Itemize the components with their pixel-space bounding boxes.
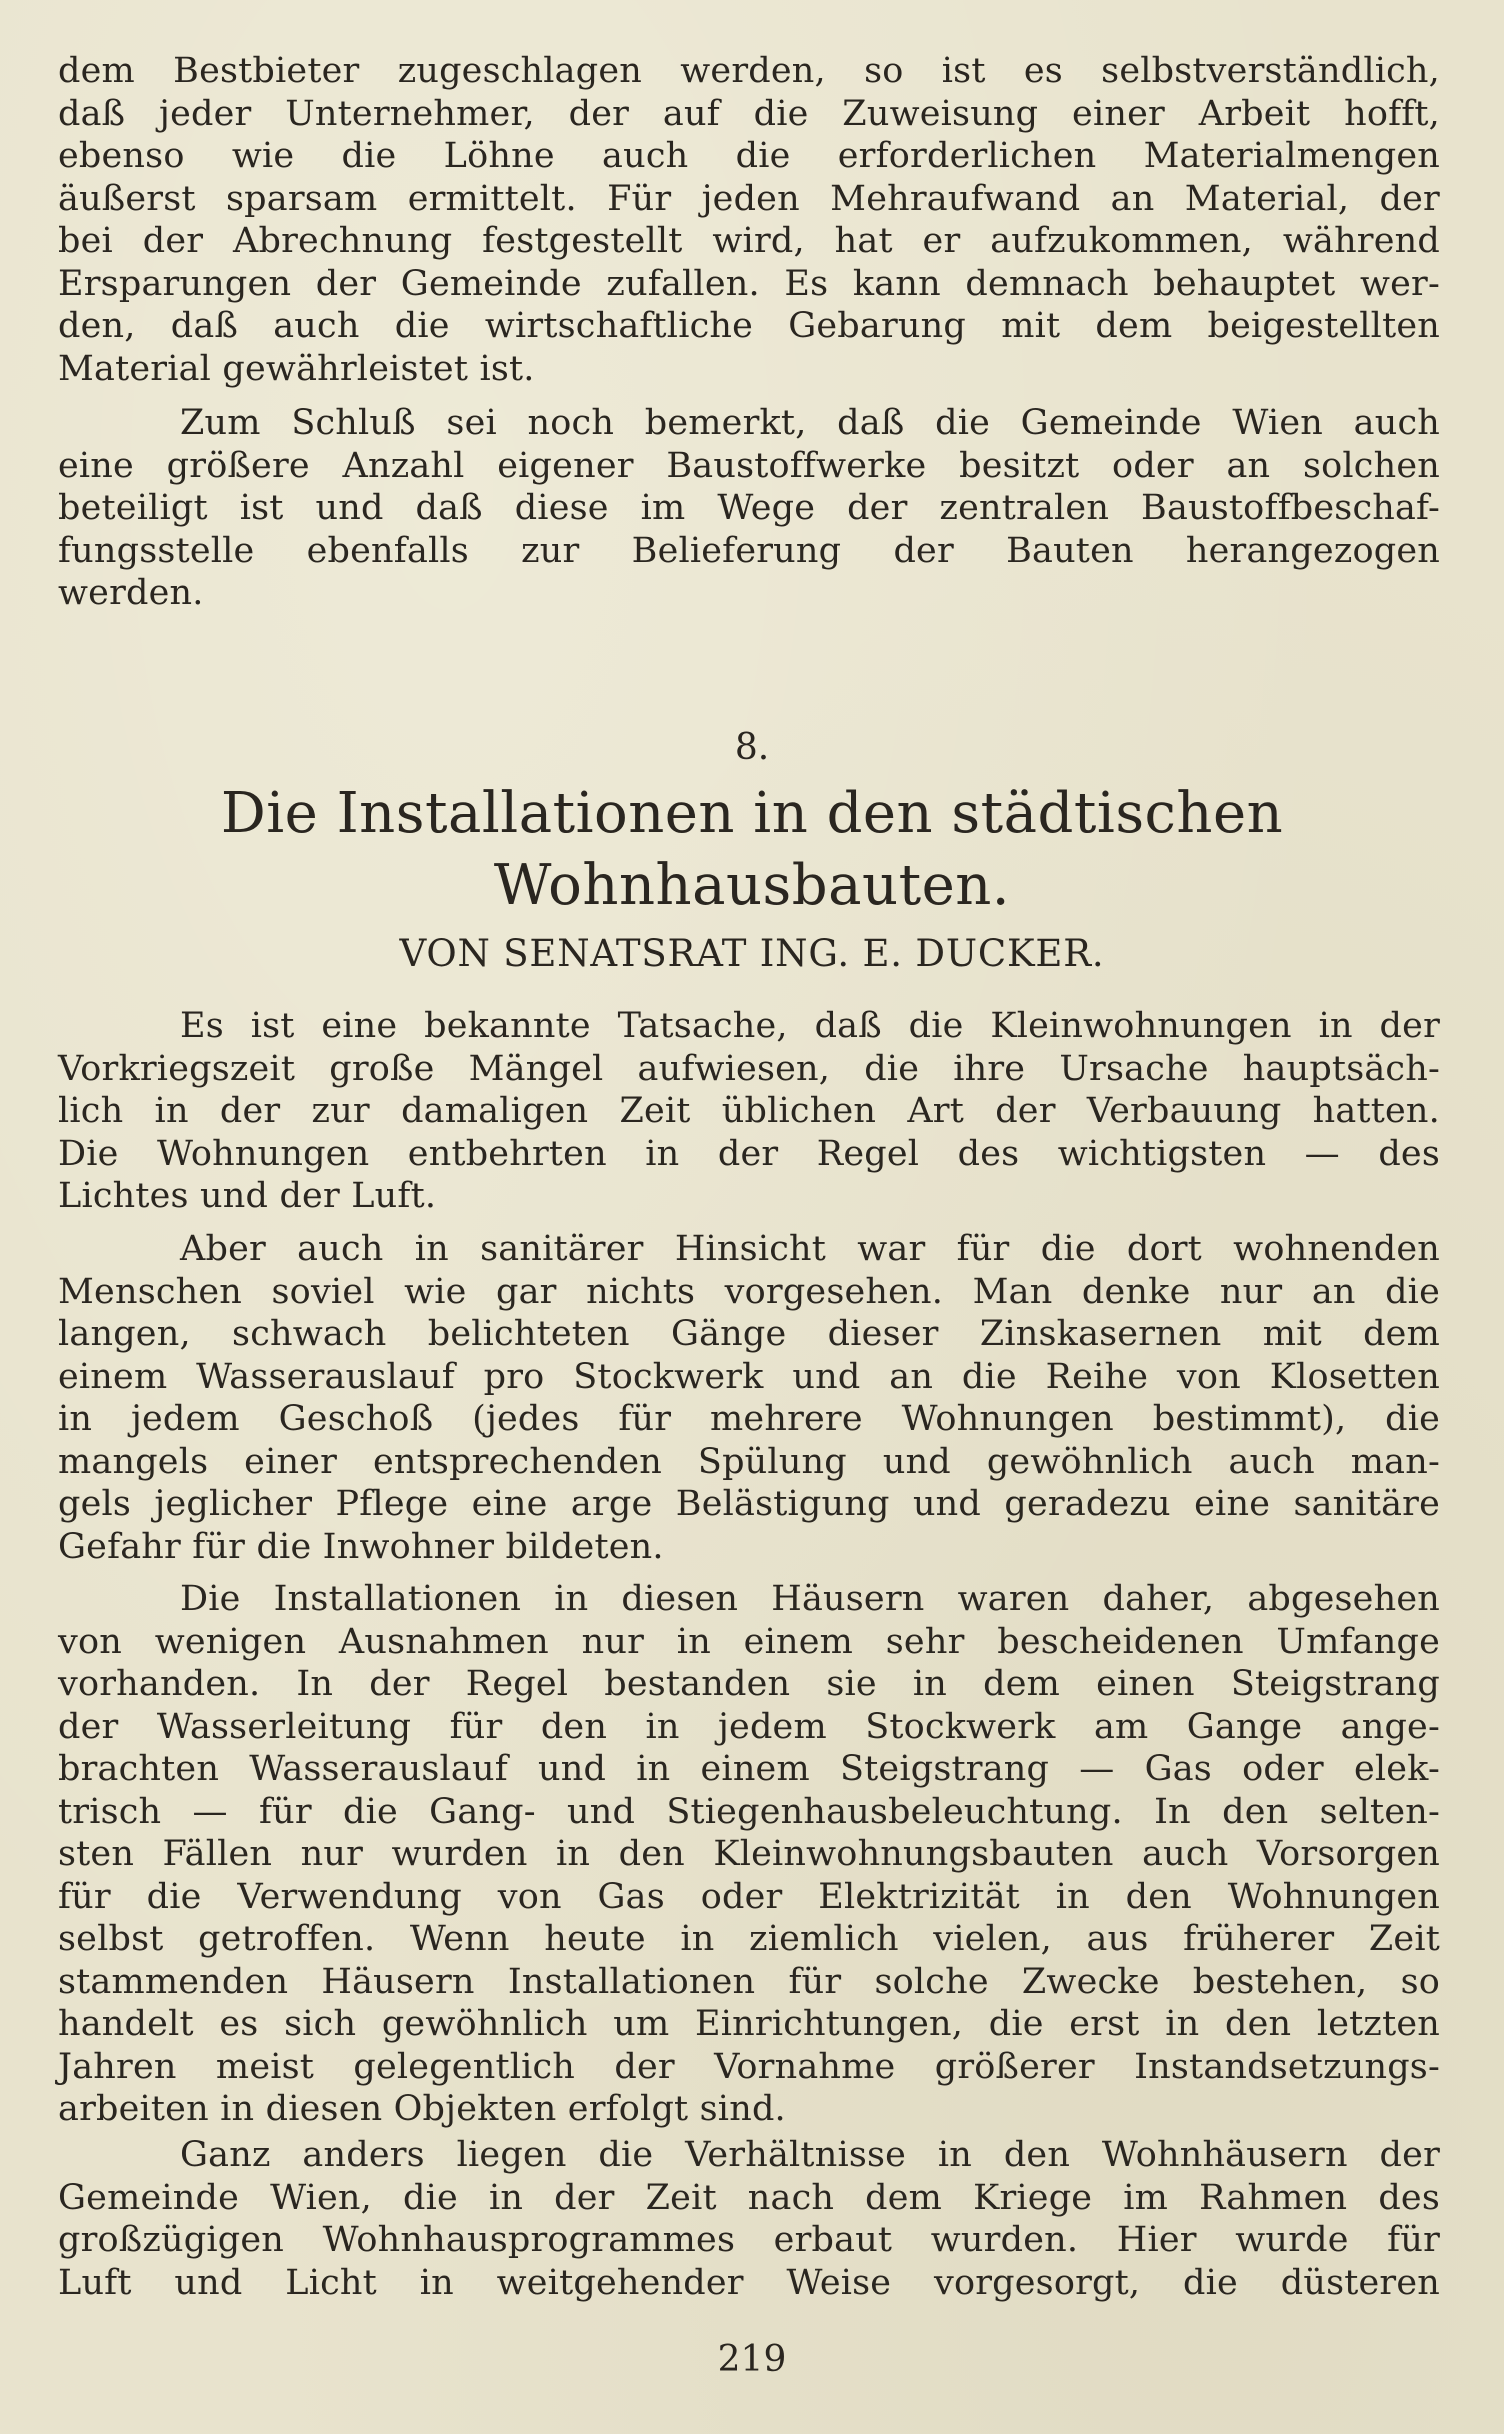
text-line: lich in der zur damaligen Zeit üblichen Art der Verbauung hatten. xyxy=(58,1091,1440,1131)
text-line: Die Wohnungen entbehrten in der Regel des wichtigsten — des xyxy=(58,1133,1440,1174)
text-line: Jahren meist gelegentlich der Vornahme größerer Instandsetzungs- xyxy=(58,2046,1440,2087)
text-line: selbst getroffen. Wenn heute in ziemlich vielen, aus früherer Zeit xyxy=(58,1919,1440,1959)
text-line: Vorkriegszeit große Mängel aufwiesen, die ihre Ursache hauptsäch- xyxy=(58,1048,1440,1089)
paragraph-top-2 xyxy=(58,402,1440,615)
text-line: großzügigen Wohnhausprogrammes erbaut wurden. Hier wurde für xyxy=(58,2220,1440,2260)
page-number: 219 xyxy=(717,2339,787,2380)
text-line: von wenigen Ausnahmen nur in einem sehr bescheidenen Umfange xyxy=(58,1621,1440,1662)
text-line: Lichtes und der Luft. xyxy=(58,1176,437,1216)
text-line: Luft und Licht in weitgehender Weise vorgesorgt, die düsteren xyxy=(58,2262,1440,2303)
text-line: fungsstelle ebenfalls zur Belieferung der Bauten herangezogen xyxy=(58,530,1440,571)
text-line: Material gewährleistet ist. xyxy=(58,348,535,389)
text-line: der Wasserleitung für den in jedem Stockwerk am Gange ange- xyxy=(58,1706,1440,1747)
text-line: Die Installationen in diesen Häusern waren daher, abgesehen xyxy=(180,1579,1440,1619)
text-line: brachten Wasserauslauf und in einem Steigstrang — Gas oder elek- xyxy=(58,1749,1440,1789)
text-line: vorhanden. In der Regel bestanden sie in dem einen Steigstrang xyxy=(58,1664,1440,1704)
text-line: in jedem Geschoß (jedes für mehrere Wohnungen bestimmt), die xyxy=(58,1399,1440,1439)
paragraph-top-1 xyxy=(58,50,1440,390)
text-line: ebenso wie die Löhne auch die erforderlichen Materialmengen xyxy=(58,136,1440,176)
text-line: für die Verwendung von Gas oder Elektrizität in den Wohnungen xyxy=(58,1876,1440,1917)
paragraph-section-3 xyxy=(58,1578,1440,2131)
text-line: trisch — für die Gang- und Stiegenhausbeleuchtung. In den selten- xyxy=(58,1791,1440,1832)
text-line: dem Bestbieter zugeschlagen werden, so ist es selbstverständlich, xyxy=(58,51,1440,91)
text-line: Ersparungen der Gemeinde zufallen. Es kann demnach behauptet wer- xyxy=(58,263,1440,304)
text-line: Es ist eine bekannte Tatsache, daß die Kleinwohnungen in der xyxy=(180,1006,1440,1046)
text-line: Zum Schluß sei noch bemerkt, daß die Gemeinde Wien auch xyxy=(180,403,1440,443)
section-title-line: Wohnhausbauten. xyxy=(493,853,1011,918)
text-line: Ganz anders liegen die Verhältnisse in den Wohnhäusern der xyxy=(180,2135,1440,2175)
text-line: äußerst sparsam ermittelt. Für jeden Mehraufwand an Material, der xyxy=(58,178,1440,219)
text-line: Gemeinde Wien, die in der Zeit nach dem Kriege im Rahmen des xyxy=(58,2177,1440,2218)
text-line: Gefahr für die Inwohner bildeten. xyxy=(58,1526,664,1567)
text-line: langen, schwach belichteten Gänge dieser Zinskasernen mit dem xyxy=(58,1314,1440,1354)
section-title xyxy=(0,778,1504,922)
text-line: werden. xyxy=(58,573,204,613)
text-line: den, daß auch die wirtschaftliche Gebarung mit dem beigestellten xyxy=(58,306,1440,346)
text-line: stammenden Häusern Installationen für solche Zwecke bestehen, so xyxy=(58,1961,1440,2002)
paragraph-section-2 xyxy=(58,1228,1440,1568)
text-line: einem Wasserauslauf pro Stockwerk und an die Reihe von Klosetten xyxy=(58,1356,1440,1397)
text-line: eine größere Anzahl eigener Baustoffwerke besitzt oder an solchen xyxy=(58,445,1440,486)
text-line: Aber auch in sanitärer Hinsicht war für die dort wohnenden xyxy=(180,1229,1440,1269)
text-line: arbeiten in diesen Objekten erfolgt sind. xyxy=(58,2089,786,2129)
text-line: beteiligt ist und daß diese im Wege der zentralen Baustoffbeschaf- xyxy=(58,488,1440,528)
paragraph-section-1 xyxy=(58,1005,1440,1218)
text-line: gels jeglicher Pflege eine arge Belästigung und geradezu eine sanitäre xyxy=(58,1484,1440,1524)
author-byline: VON SENATSRAT ING. E. DUCKER. xyxy=(399,932,1105,975)
text-line: daß jeder Unternehmer, der auf die Zuweisung einer Arbeit hofft, xyxy=(58,93,1440,134)
text-line: handelt es sich gewöhnlich um Einrichtungen, die erst in den letzten xyxy=(58,2004,1440,2044)
section-number: 8. xyxy=(734,727,770,768)
paragraph-section-4 xyxy=(58,2134,1440,2304)
text-line: sten Fällen nur wurden in den Kleinwohnungsbauten auch Vorsorgen xyxy=(58,1834,1440,1874)
section-title-line: Die Installationen in den städtischen xyxy=(220,781,1284,846)
text-line: bei der Abrechnung festgestellt wird, hat er aufzukommen, während xyxy=(58,221,1440,261)
text-line: mangels einer entsprechenden Spülung und gewöhnlich auch man- xyxy=(58,1441,1440,1482)
text-line: Menschen soviel wie gar nichts vorgesehen. Man denke nur an die xyxy=(58,1271,1440,1312)
